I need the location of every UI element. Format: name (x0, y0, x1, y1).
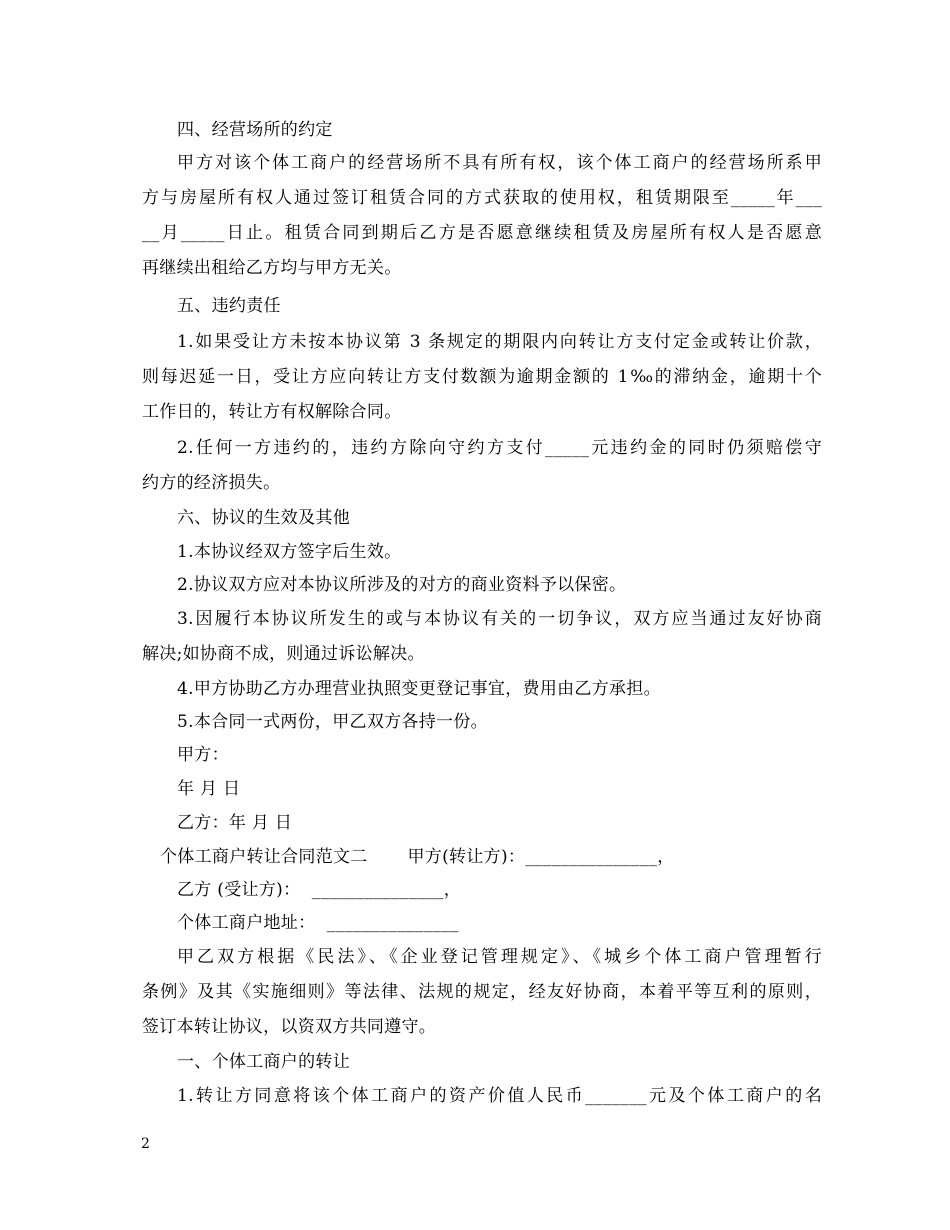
paragraph-line: 1.如果受让方未按本协议第 3 条规定的期限内向转让方支付定金或转让价款， (177, 332, 822, 352)
paragraph-line: 解决;如协商不成，则通过诉讼解决。 (142, 644, 425, 664)
paragraph-line: 甲乙双方根据《民法》、《企业登记管理规定》、《城乡个体工商户管理暂行 (177, 947, 822, 967)
paragraph-line: 签订本转让协议，以资双方共同遵守。 (142, 1017, 437, 1037)
section-heading-transfer: 一、个体工商户的转让 (177, 1052, 350, 1072)
paragraph-line: 再继续出租给乙方均与甲方无关。 (142, 258, 402, 278)
paragraph-line: 2.协议双方应对本协议所涉及的对方的商业资料予以保密。 (177, 575, 627, 595)
party-a-signature: 甲方： (177, 745, 229, 765)
party-b-field: 乙方 (受让方)： _______________， (177, 880, 462, 900)
paragraph-line: 2.任何一方违约的，违约方除向守约方支付_____元违约金的同时仍须赔偿守 (177, 438, 822, 458)
paragraph-line: 3.因履行本协议所发生的或与本协议有关的一切争议，双方应当通过友好协商 (177, 609, 822, 629)
paragraph-line: 1.转让方同意将该个体工商户的资产价值人民币_______元及个体工商户的名 (177, 1086, 822, 1106)
party-b-signature-date: 乙方：年 月 日 (177, 813, 293, 833)
paragraph-line: 约方的经济损失。 (142, 473, 281, 493)
paragraph-line: __月_____日止。租赁合同到期后乙方是否愿意继续租赁及房屋所有权人是否愿意 (142, 223, 822, 243)
section-heading-liability: 五、违约责任 (177, 296, 281, 316)
paragraph-line: 则每迟延一日，受让方应向转让方支付数额为逾期金额的 1‰的滞纳金，逾期十个 (142, 367, 822, 387)
section-heading-premises: 四、经营场所的约定 (177, 120, 333, 140)
page-number: 2 (141, 1136, 150, 1152)
paragraph-line: 5.本合同一式两份，甲乙双方各持一份。 (177, 712, 488, 732)
paragraph-line: 甲方对该个体工商户的经营场所不具有所有权，该个体工商户的经营场所系甲 (177, 153, 822, 173)
paragraph-line: 4.甲方协助乙方办理营业执照变更登记事宜，费用由乙方承担。 (177, 679, 661, 699)
paragraph-line: 方与房屋所有权人通过签订租赁合同的方式获取的使用权，租赁期限至_____年___ (142, 188, 822, 208)
paragraph-line: 工作日的，转让方有权解除合同。 (142, 402, 402, 422)
contract-title-two: 个体工商户转让合同范文二 甲方(转让方)：_______________， (160, 847, 675, 867)
business-address-field: 个体工商户地址： _______________ (177, 913, 459, 933)
paragraph-line: 条例》及其《实施细则》等法律、法规的规定，经友好协商，本着平等互利的原则， (142, 982, 822, 1002)
paragraph-line: 1.本协议经双方签字后生效。 (177, 542, 402, 562)
section-heading-effect: 六、协议的生效及其他 (177, 508, 350, 528)
party-a-date: 年 月 日 (177, 779, 241, 799)
